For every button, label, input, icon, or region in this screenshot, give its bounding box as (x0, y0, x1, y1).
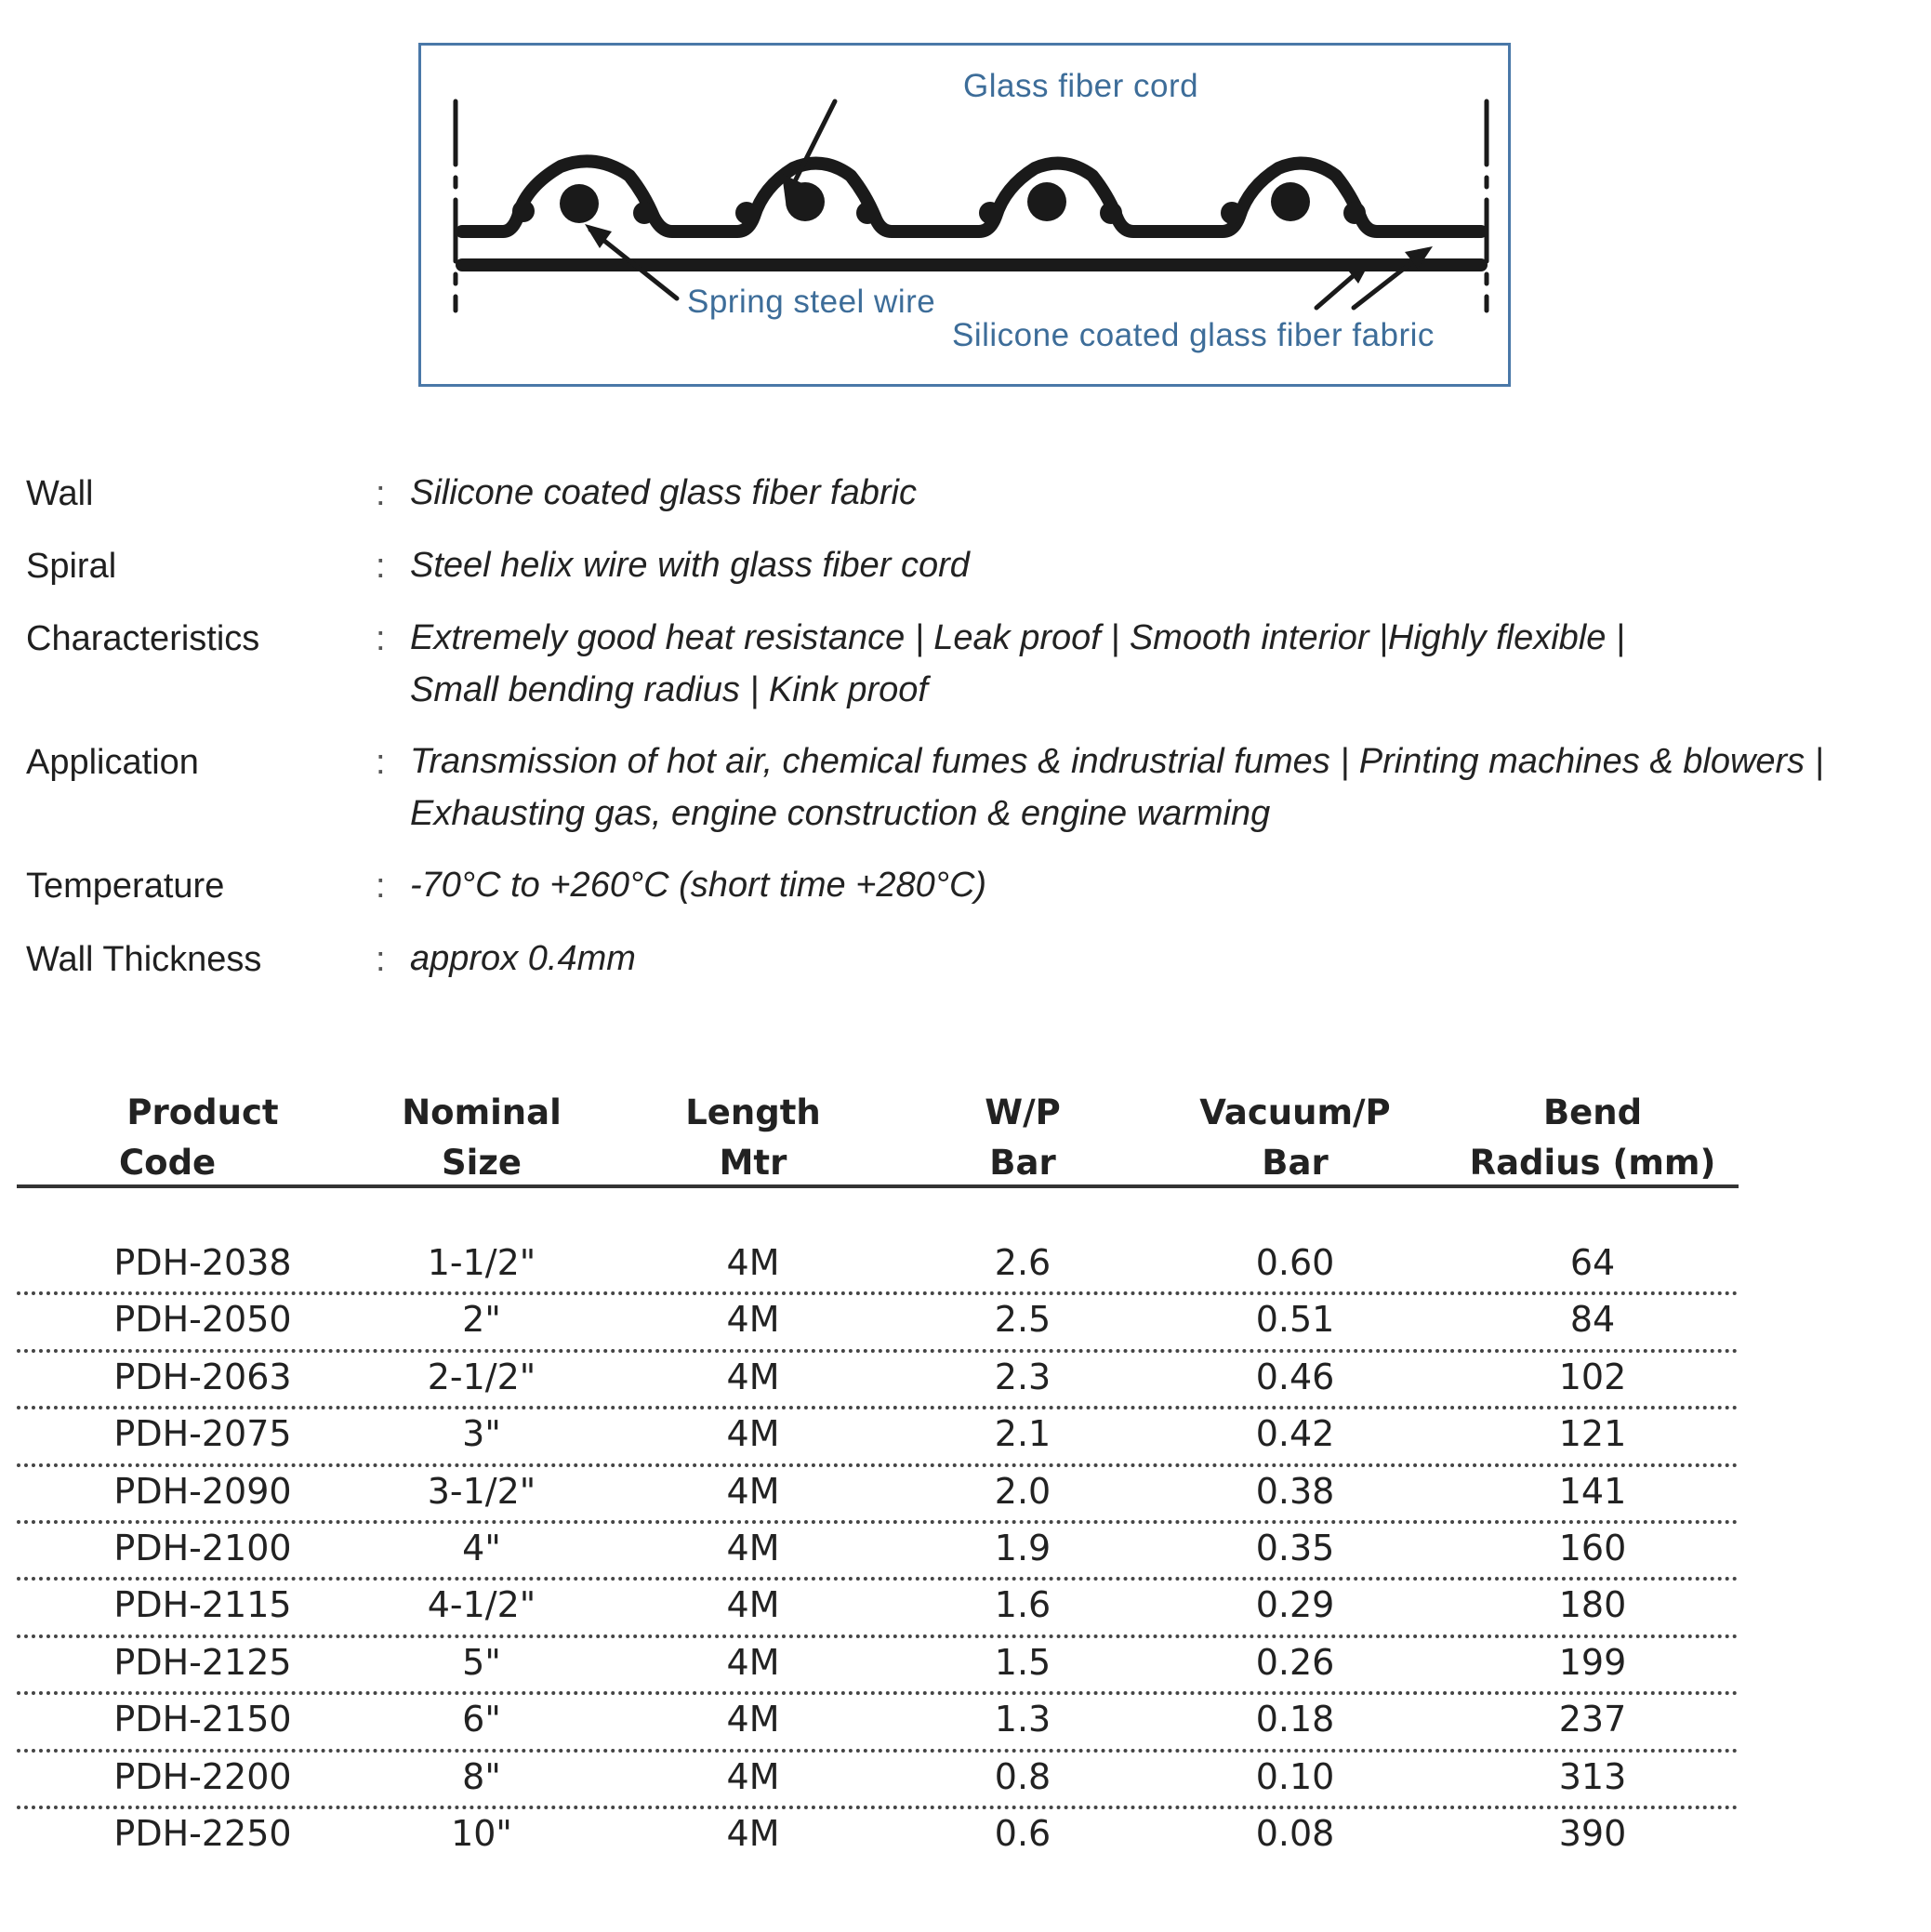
cell-length: 4M (726, 1812, 780, 1854)
cell-length: 4M (726, 1299, 780, 1341)
spec-key: Temperature (26, 867, 225, 906)
spec-key: Spiral (26, 547, 117, 586)
cell-product-code: PDH-2063 (113, 1356, 292, 1397)
table-row (17, 1409, 1739, 1466)
spec-colon: : (376, 743, 386, 782)
cell-bend-radius: 180 (1558, 1584, 1627, 1626)
spec-row-spiral (26, 547, 1923, 593)
cell-length: 4M (726, 1641, 780, 1683)
cell-vacuum-bar: 0.46 (1255, 1356, 1335, 1397)
spec-value-line: Small bending radius | Kink proof (410, 670, 928, 709)
spec-value-line: Transmission of hot air, chemical fumes & indrustrial fumes | Printing machines & blowers | (410, 742, 1824, 781)
cell-product-code: PDH-2150 (113, 1699, 292, 1740)
spec-value-line: Steel helix wire with glass fiber cord (410, 546, 970, 585)
cell-wp-bar: 1.3 (994, 1699, 1051, 1740)
cell-wp-bar: 0.6 (994, 1812, 1051, 1854)
spec-value (410, 612, 1931, 716)
cell-nominal-size: 4" (462, 1527, 501, 1568)
cell-bend-radius: 84 (1569, 1299, 1616, 1341)
header-line: Size (442, 1143, 522, 1183)
spec-key: Wall (26, 474, 94, 513)
header-nominal-size (361, 1088, 602, 1188)
spec-colon: : (376, 940, 386, 979)
cell-bend-radius: 160 (1558, 1527, 1627, 1568)
cell-bend-radius: 102 (1558, 1356, 1627, 1397)
spec-value-line: -70°C to +260°C (short time +280°C) (410, 866, 987, 905)
table-row (17, 1809, 1739, 1866)
table-header-row (17, 1088, 1739, 1188)
cell-nominal-size: 2" (462, 1299, 501, 1341)
cell-bend-radius: 313 (1558, 1755, 1627, 1797)
spec-row-wall-thickness (26, 940, 1923, 986)
cell-nominal-size: 10" (451, 1812, 512, 1854)
spec-value-line: Extremely good heat resistance | Leak proof | Smooth interior |Highly flexible | (410, 618, 1625, 657)
header-line: Radius (mm) (1469, 1143, 1716, 1183)
spec-colon: : (376, 867, 386, 906)
cell-product-code: PDH-2075 (113, 1413, 292, 1455)
cell-bend-radius: 141 (1558, 1470, 1627, 1512)
cell-product-code: PDH-2250 (113, 1812, 292, 1854)
cell-bend-radius: 121 (1558, 1413, 1627, 1455)
cell-nominal-size: 4-1/2" (427, 1584, 536, 1626)
table-row (17, 1581, 1739, 1637)
spec-value-line: approx 0.4mm (410, 939, 636, 978)
header-line: Code (119, 1143, 217, 1183)
table-row (17, 1353, 1739, 1409)
header-line: Bar (989, 1143, 1056, 1183)
spec-key: Application (26, 743, 199, 782)
header-line: Vacuum/P (1199, 1092, 1391, 1132)
glass-fiber-cord-label: Glass fiber cord (963, 68, 1199, 104)
spec-colon: : (376, 474, 386, 513)
header-bend-radius (1435, 1088, 1751, 1188)
spec-value (410, 933, 1931, 985)
table-row (17, 1238, 1739, 1295)
header-line: Length (685, 1092, 821, 1132)
cell-bend-radius: 64 (1569, 1242, 1616, 1283)
hose-cross-section-diagram (418, 43, 1511, 387)
header-line: W/P (985, 1092, 1061, 1132)
header-line: Nominal (402, 1092, 562, 1132)
spec-colon: : (376, 547, 386, 586)
cell-nominal-size: 8" (462, 1755, 501, 1797)
spec-value (410, 859, 1931, 911)
spec-value (410, 467, 1931, 519)
table-row (17, 1638, 1739, 1695)
cell-wp-bar: 2.1 (994, 1413, 1051, 1455)
cell-nominal-size: 6" (462, 1699, 501, 1740)
cell-vacuum-bar: 0.10 (1255, 1755, 1335, 1797)
cell-nominal-size: 3-1/2" (427, 1470, 536, 1512)
header-wp (902, 1088, 1144, 1188)
cell-vacuum-bar: 0.51 (1255, 1299, 1335, 1341)
cell-length: 4M (726, 1242, 780, 1283)
cell-nominal-size: 2-1/2" (427, 1356, 536, 1397)
cell-bend-radius: 237 (1558, 1699, 1627, 1740)
cell-wp-bar: 1.6 (994, 1584, 1051, 1626)
cell-length: 4M (726, 1755, 780, 1797)
cell-length: 4M (726, 1413, 780, 1455)
header-line: Product (126, 1092, 279, 1132)
cell-product-code: PDH-2038 (113, 1242, 292, 1283)
header-vacuum (1137, 1088, 1453, 1188)
cell-vacuum-bar: 0.42 (1255, 1413, 1335, 1455)
header-line: Mtr (719, 1143, 787, 1183)
cell-vacuum-bar: 0.38 (1255, 1470, 1335, 1512)
cell-wp-bar: 1.5 (994, 1641, 1051, 1683)
cell-wp-bar: 2.0 (994, 1470, 1051, 1512)
spec-value (410, 539, 1931, 591)
cell-product-code: PDH-2050 (113, 1299, 292, 1341)
cell-length: 4M (726, 1699, 780, 1740)
cell-nominal-size: 3" (462, 1413, 501, 1455)
spec-row-characteristics (26, 618, 1923, 709)
cell-product-code: PDH-2125 (113, 1641, 292, 1683)
product-table-body (17, 1238, 1739, 1866)
silicone-fabric-label: Silicone coated glass fiber fabric (952, 317, 1435, 353)
spec-value-line: Silicone coated glass fiber fabric (410, 473, 917, 512)
cell-length: 4M (726, 1470, 780, 1512)
header-product-code (82, 1088, 324, 1188)
header-line: Bar (1262, 1143, 1329, 1183)
table-row (17, 1467, 1739, 1524)
cell-product-code: PDH-2090 (113, 1470, 292, 1512)
cell-bend-radius: 199 (1558, 1641, 1627, 1683)
header-length (632, 1088, 874, 1188)
cell-vacuum-bar: 0.08 (1255, 1812, 1335, 1854)
cell-wp-bar: 1.9 (994, 1527, 1051, 1568)
table-row (17, 1524, 1739, 1581)
cell-vacuum-bar: 0.29 (1255, 1584, 1335, 1626)
cell-wp-bar: 0.8 (994, 1755, 1051, 1797)
cell-nominal-size: 5" (462, 1641, 501, 1683)
spec-key: Wall Thickness (26, 940, 262, 979)
table-row (17, 1753, 1739, 1809)
table-row (17, 1695, 1739, 1752)
spec-key: Characteristics (26, 619, 260, 658)
table-row (17, 1295, 1739, 1352)
cell-nominal-size: 1-1/2" (427, 1242, 536, 1283)
cell-vacuum-bar: 0.35 (1255, 1527, 1335, 1568)
cell-product-code: PDH-2115 (113, 1584, 292, 1626)
cell-vacuum-bar: 0.18 (1255, 1699, 1335, 1740)
cell-length: 4M (726, 1584, 780, 1626)
spec-value (410, 735, 1931, 840)
cell-vacuum-bar: 0.60 (1255, 1242, 1335, 1283)
cell-product-code: PDH-2100 (113, 1527, 292, 1568)
cell-bend-radius: 390 (1558, 1812, 1627, 1854)
cell-length: 4M (726, 1356, 780, 1397)
cell-vacuum-bar: 0.26 (1255, 1641, 1335, 1683)
cell-wp-bar: 2.3 (994, 1356, 1051, 1397)
spec-row-application (26, 742, 1923, 833)
header-line: Bend (1542, 1092, 1643, 1132)
cell-product-code: PDH-2200 (113, 1755, 292, 1797)
cell-length: 4M (726, 1527, 780, 1568)
spec-row-wall (26, 474, 1923, 521)
table-header-rule (17, 1184, 1739, 1188)
spec-value-line: Exhausting gas, engine construction & engine warming (410, 794, 1271, 833)
spec-colon: : (376, 619, 386, 658)
spec-row-temperature (26, 867, 1923, 913)
spring-steel-wire-label: Spring steel wire (687, 284, 936, 320)
cell-wp-bar: 2.6 (994, 1242, 1051, 1283)
cell-wp-bar: 2.5 (994, 1299, 1051, 1341)
product-table-header (17, 1088, 1739, 1188)
